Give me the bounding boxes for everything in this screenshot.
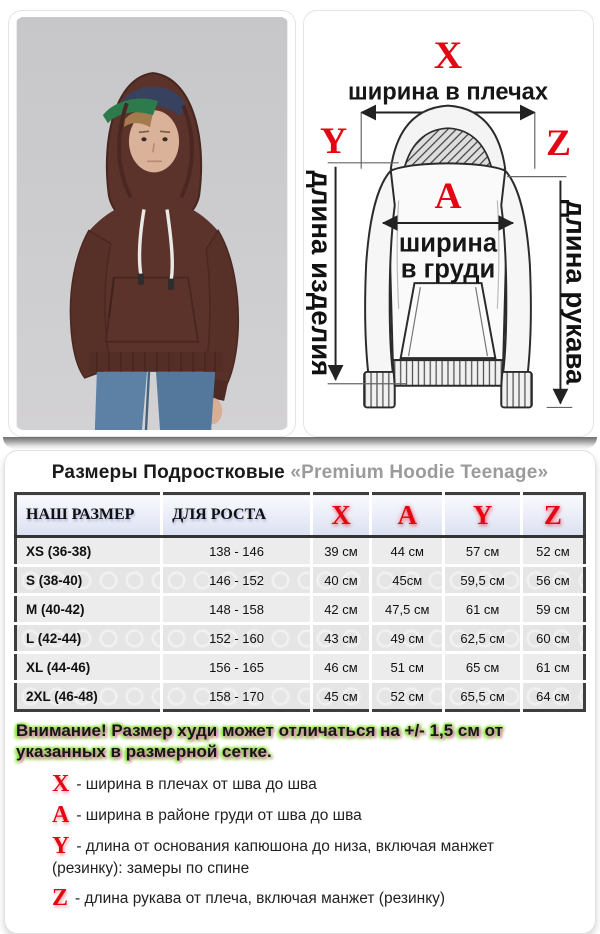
cell-x: 46 см (311, 653, 370, 682)
table-row (16, 682, 585, 711)
cell-height: 146 - 152 (162, 566, 312, 595)
cell-height: 138 - 146 (162, 537, 312, 566)
cell-height: 148 - 158 (162, 595, 312, 624)
diagram-a-label-1: ширина (398, 229, 498, 258)
legend-item-x (52, 772, 534, 796)
cell-y: 65 см (444, 653, 521, 682)
cell-x: 45 см (311, 682, 370, 711)
size-table (14, 492, 586, 712)
cell-size: 2XL (46-48) (16, 682, 162, 711)
diagram-y-label: длина изделия (305, 170, 337, 377)
col-header-a: A (371, 494, 444, 537)
cell-x: 39 см (311, 537, 370, 566)
sketch-sleeve-left (365, 171, 395, 372)
cell-a: 51 см (371, 653, 444, 682)
cell-a: 45см (371, 566, 444, 595)
cell-z: 60 см (521, 624, 584, 653)
legend-letter-y: Y (52, 833, 70, 859)
cell-a: 49 см (371, 624, 444, 653)
legend (52, 772, 534, 910)
sketch-hem (393, 360, 503, 386)
measurement-diagram-card (303, 10, 594, 437)
eye-left (141, 137, 146, 141)
cell-y: 62,5 см (444, 624, 521, 653)
diagram-x-label: ширина в плечах (347, 79, 549, 106)
diagram-z-label: длина рукава (560, 199, 592, 385)
page-title-black: Размеры Подростковые (51, 462, 285, 483)
diagram-a-label-2: в груди (400, 255, 496, 284)
legend-letter-a: A (52, 802, 70, 828)
cell-x: 40 см (311, 566, 370, 595)
kangaroo-pocket (106, 278, 198, 342)
sketch-cuff-left (364, 372, 395, 408)
legend-text-x: - ширина в плечах от шва до шва (76, 776, 317, 793)
cell-y: 57 см (444, 537, 521, 566)
cell-y: 61 см (444, 595, 521, 624)
legend-text-z: - длина рукава от плеча, включая манжет (резинку) (75, 890, 446, 907)
measurement-diagram (304, 11, 592, 436)
table-header-row (16, 494, 585, 537)
col-header-size: НАШ РАЗМЕР (16, 494, 162, 537)
jeans-left-leg (95, 372, 147, 430)
col-header-height: ДЛЯ РОСТА (162, 494, 312, 537)
cell-size: S (38-40) (16, 566, 162, 595)
cell-height: 152 - 160 (162, 624, 312, 653)
col-header-y: Y (444, 494, 521, 537)
eye-right (162, 137, 167, 141)
cell-a: 44 см (371, 537, 444, 566)
cell-x: 42 см (311, 595, 370, 624)
legend-text-a: - ширина в районе груди от шва до шва (76, 807, 362, 824)
diagram-x-letter: X (433, 33, 463, 78)
cell-z: 56 см (521, 566, 584, 595)
cell-size: XS (36-38) (16, 537, 162, 566)
jeans-right-leg (156, 372, 215, 430)
cell-x: 43 см (311, 624, 370, 653)
aglet-right (168, 279, 174, 290)
table-row (16, 566, 585, 595)
cell-height: 156 - 165 (162, 653, 312, 682)
cell-size: M (40-42) (16, 595, 162, 624)
legend-letter-z: Z (52, 885, 69, 911)
page-title-gray: «Premium Hoodie Teenage» (290, 462, 549, 483)
cell-size: XL (44-46) (16, 653, 162, 682)
cell-a: 52 см (371, 682, 444, 711)
cell-z: 52 см (521, 537, 584, 566)
cell-z: 64 см (521, 682, 584, 711)
cell-size: L (42-44) (16, 624, 162, 653)
product-photo-illustration (15, 17, 289, 430)
top-section (0, 0, 600, 437)
table-row (16, 653, 585, 682)
product-photo-card (8, 10, 296, 437)
diagram-z-letter: Z (545, 122, 571, 164)
cell-z: 61 см (521, 653, 584, 682)
diagram-y-letter: Y (320, 120, 348, 162)
legend-item-a (52, 803, 534, 827)
diagram-a-letter: A (434, 176, 462, 218)
legend-letter-x: X (52, 771, 70, 797)
cell-y: 65,5 см (444, 682, 521, 711)
legend-text-y: - длина от основания капюшона до низа, включая манжет (резинку): замеры по спине (52, 838, 495, 877)
cell-z: 59 см (521, 595, 584, 624)
divider-shadow (3, 437, 597, 449)
col-header-x: X (311, 494, 370, 537)
table-row (16, 537, 585, 566)
cell-y: 59,5 см (444, 566, 521, 595)
aglet-left (138, 274, 144, 285)
col-header-z: Z (521, 494, 584, 537)
notice: Внимание! Размер худи может отличаться на +/- 1,5 см от указанных в размерной сетке. (16, 721, 503, 761)
table-row (16, 624, 585, 653)
cell-height: 158 - 170 (162, 682, 312, 711)
legend-item-z (52, 886, 534, 910)
size-info-card (4, 450, 596, 934)
table-row (16, 595, 585, 624)
page-title (14, 462, 586, 484)
legend-item-y (52, 834, 534, 879)
cell-a: 47,5 см (371, 595, 444, 624)
sketch-sleeve-right (501, 171, 531, 372)
sketch-cuff-right (501, 372, 532, 408)
